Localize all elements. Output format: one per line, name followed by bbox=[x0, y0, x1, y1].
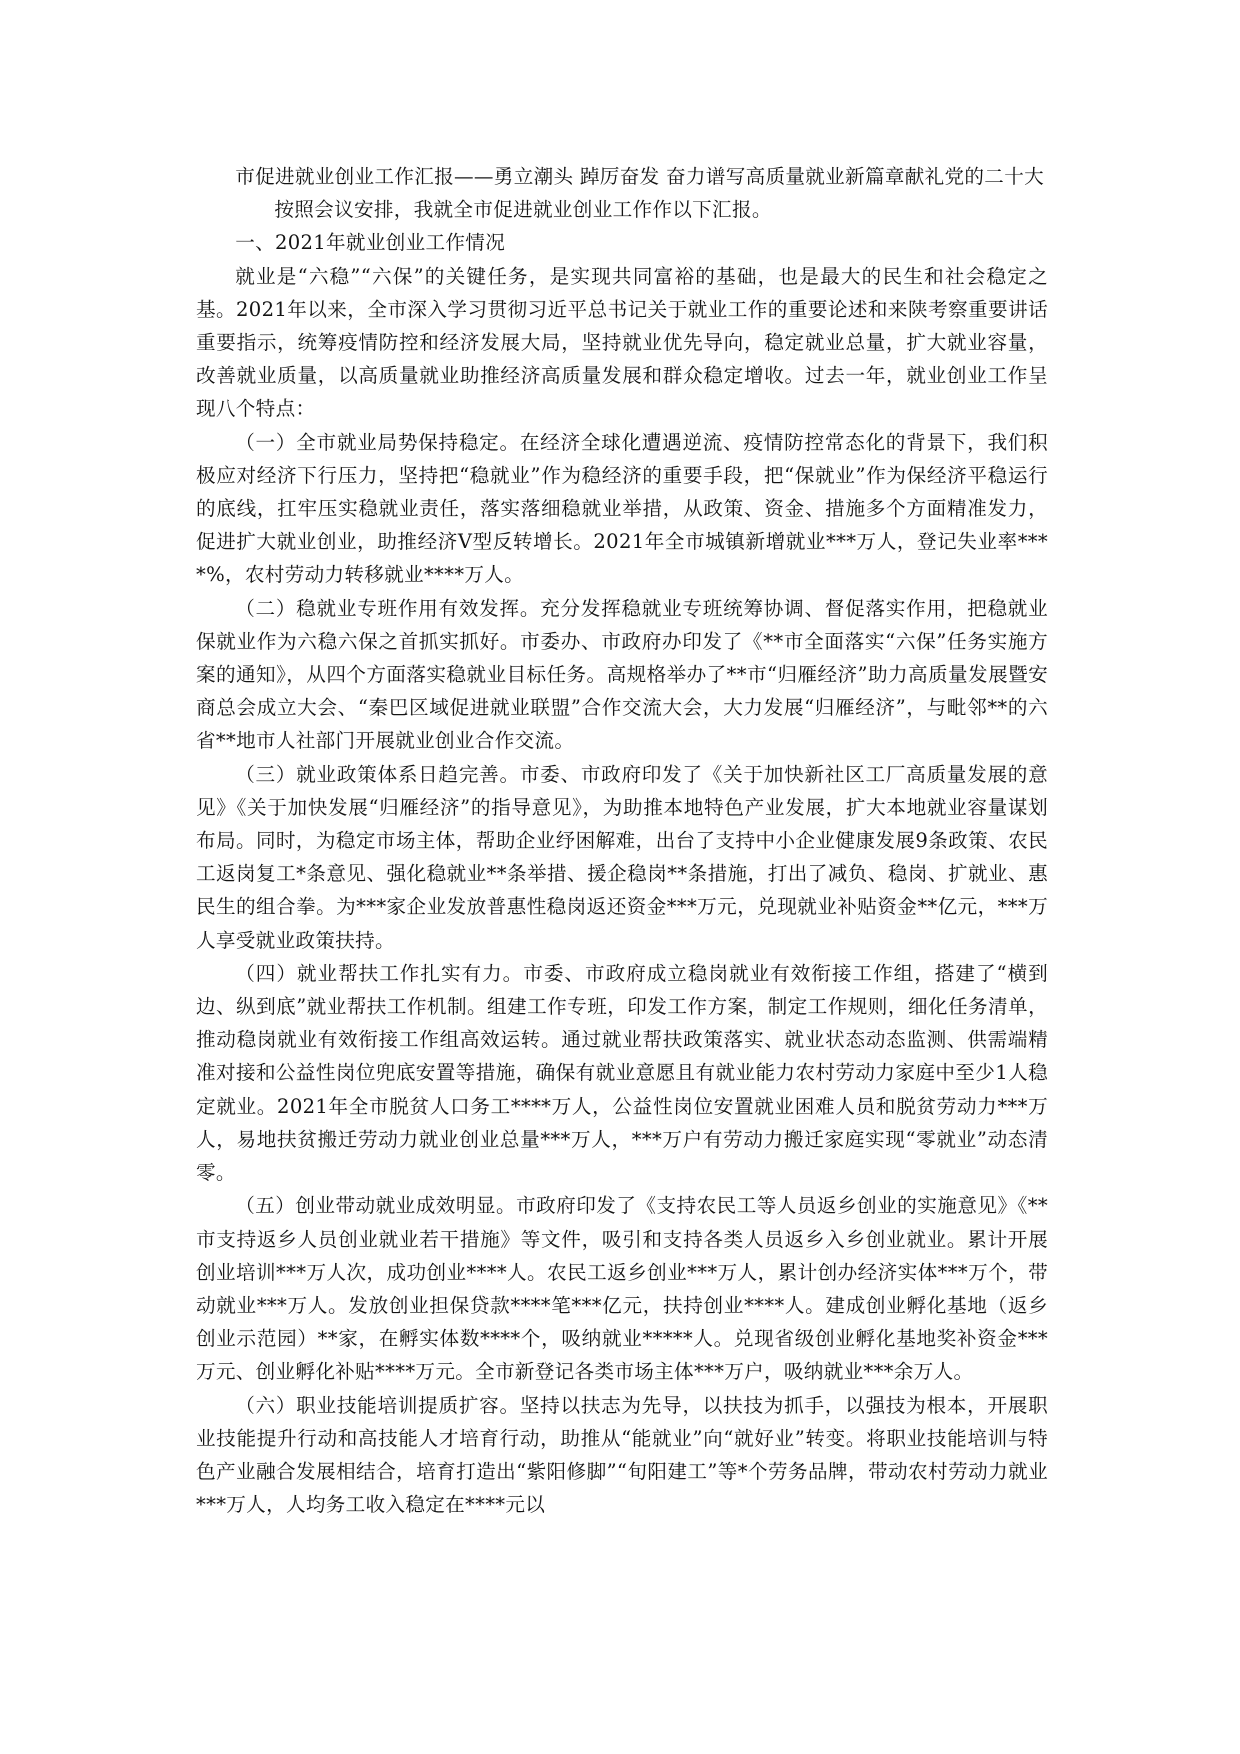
document-page bbox=[196, 160, 1048, 1720]
body-paragraph: （三）就业政策体系日趋完善。市委、市政府印发了《关于加快新社区工厂高质量发展的意见》《关于加快发展“归雁经济”的指导意见》，为助推本地特色产业发展，扩大本地就业容量谋划布局。同时，为稳定市场主体，帮助企业纾困解难，出台了支持中小企业健康发展9条政策、农民工返岗复工*条意见、强化稳就业**条举措、援企稳岗**条措施，打出了减负、稳岗、扩就业、惠民生的组合拳。为***家企业发放普惠性稳岗返还资金***万元，兑现就业补贴资金**亿元，***万人享受就业政策扶持。 bbox=[196, 762, 1048, 952]
intro-paragraph: 按照会议安排，我就全市促进就业创业工作作以下汇报。 bbox=[274, 198, 772, 222]
body-paragraph: （六）职业技能培训提质扩容。坚持以扶志为先导，以扶技为抓手，以强技为根本，开展职业技能提升行动和高技能人才培育行动，助推从“能就业”向“就好业”转变。将职业技能培训与特色产业融合发展相结合，培育打造出“紫阳修脚”“旬阳建工”等*个劳务品牌，带动农村劳动力就业***万人，人均务工收入稳定在****元以 bbox=[196, 1393, 1048, 1517]
section-heading: 一、2021年就业创业工作情况 bbox=[235, 231, 506, 255]
body-paragraph: （一）全市就业局势保持稳定。在经济全球化遭遇逆流、疫情防控常态化的背景下，我们积极应对经济下行压力，坚持把“稳就业”作为稳经济的重要手段，把“保就业”作为保经济平稳运行的底线，扛牢压实稳就业责任，落实落细稳就业举措，从政策、资金、措施多个方面精准发力，促进扩大就业创业，助推经济V型反转增长。2021年全市城镇新增就业***万人，登记失业率****%，农村劳动力转移就业****万人。 bbox=[196, 430, 1048, 587]
body-paragraph: （五）创业带动就业成效明显。市政府印发了《支持农民工等人员返乡创业的实施意见》《**市支持返乡人员创业就业若干措施》等文件，吸引和支持各类人员返乡入乡创业就业。累计开展创业培训***万人次，成功创业****人。农民工返乡创业***万人，累计创办经济实体***万个，带动就业***万人。发放创业担保贷款****笔***亿元，扶持创业****人。建成创业孵化基地（返乡创业示范园）**家，在孵实体数****个，吸纳就业*****人。兑现省级创业孵化基地奖补资金***万元、创业孵化补贴****万元。全市新登记各类市场主体***万户，吸纳就业***余万人。 bbox=[196, 1194, 1048, 1384]
body-paragraph: （二）稳就业专班作用有效发挥。充分发挥稳就业专班统筹协调、督促落实作用，把稳就业保就业作为六稳六保之首抓实抓好。市委办、市政府办印发了《**市全面落实“六保”任务实施方案的通知》，从四个方面落实稳就业目标任务。高规格举办了**市“归雁经济”助力高质量发展暨安商总会成立大会、“秦巴区域促进就业联盟”合作交流大会，大力发展“归雁经济”，与毗邻**的六省**地市人社部门开展就业创业合作交流。 bbox=[196, 596, 1048, 753]
body-paragraph: （四）就业帮扶工作扎实有力。市委、市政府成立稳岗就业有效衔接工作组，搭建了“横到边、纵到底”就业帮扶工作机制。组建工作专班，印发工作方案，制定工作规则，细化任务清单，推动稳岗就业有效衔接工作组高效运转。通过就业帮扶政策落实、就业状态动态监测、供需端精准对接和公益性岗位兜底安置等措施，确保有就业意愿且有就业能力农村劳动力家庭中至少1人稳定就业。2021年全市脱贫人口务工****万人，公益性岗位安置就业困难人员和脱贫劳动力***万人，易地扶贫搬迁劳动力就业创业总量***万人，***万户有劳动力搬迁家庭实现“零就业”动态清零。 bbox=[196, 961, 1048, 1185]
document-title: 市促进就业创业工作汇报——勇立潮头 踔厉奋发 奋力谱写高质量就业新篇章献礼党的二十大 bbox=[235, 165, 1044, 188]
body-paragraph: 就业是“六稳”“六保”的关键任务，是实现共同富裕的基础，也是最大的民生和社会稳定之基。2021年以来，全市深入学习贯彻习近平总书记关于就业工作的重要论述和来陕考察重要讲话重要指示，统筹疫情防控和经济发展大局，坚持就业优先导向，稳定就业总量，扩大就业容量，改善就业质量，以高质量就业助推经济高质量发展和群众稳定增收。过去一年，就业创业工作呈现八个特点： bbox=[196, 264, 1048, 421]
